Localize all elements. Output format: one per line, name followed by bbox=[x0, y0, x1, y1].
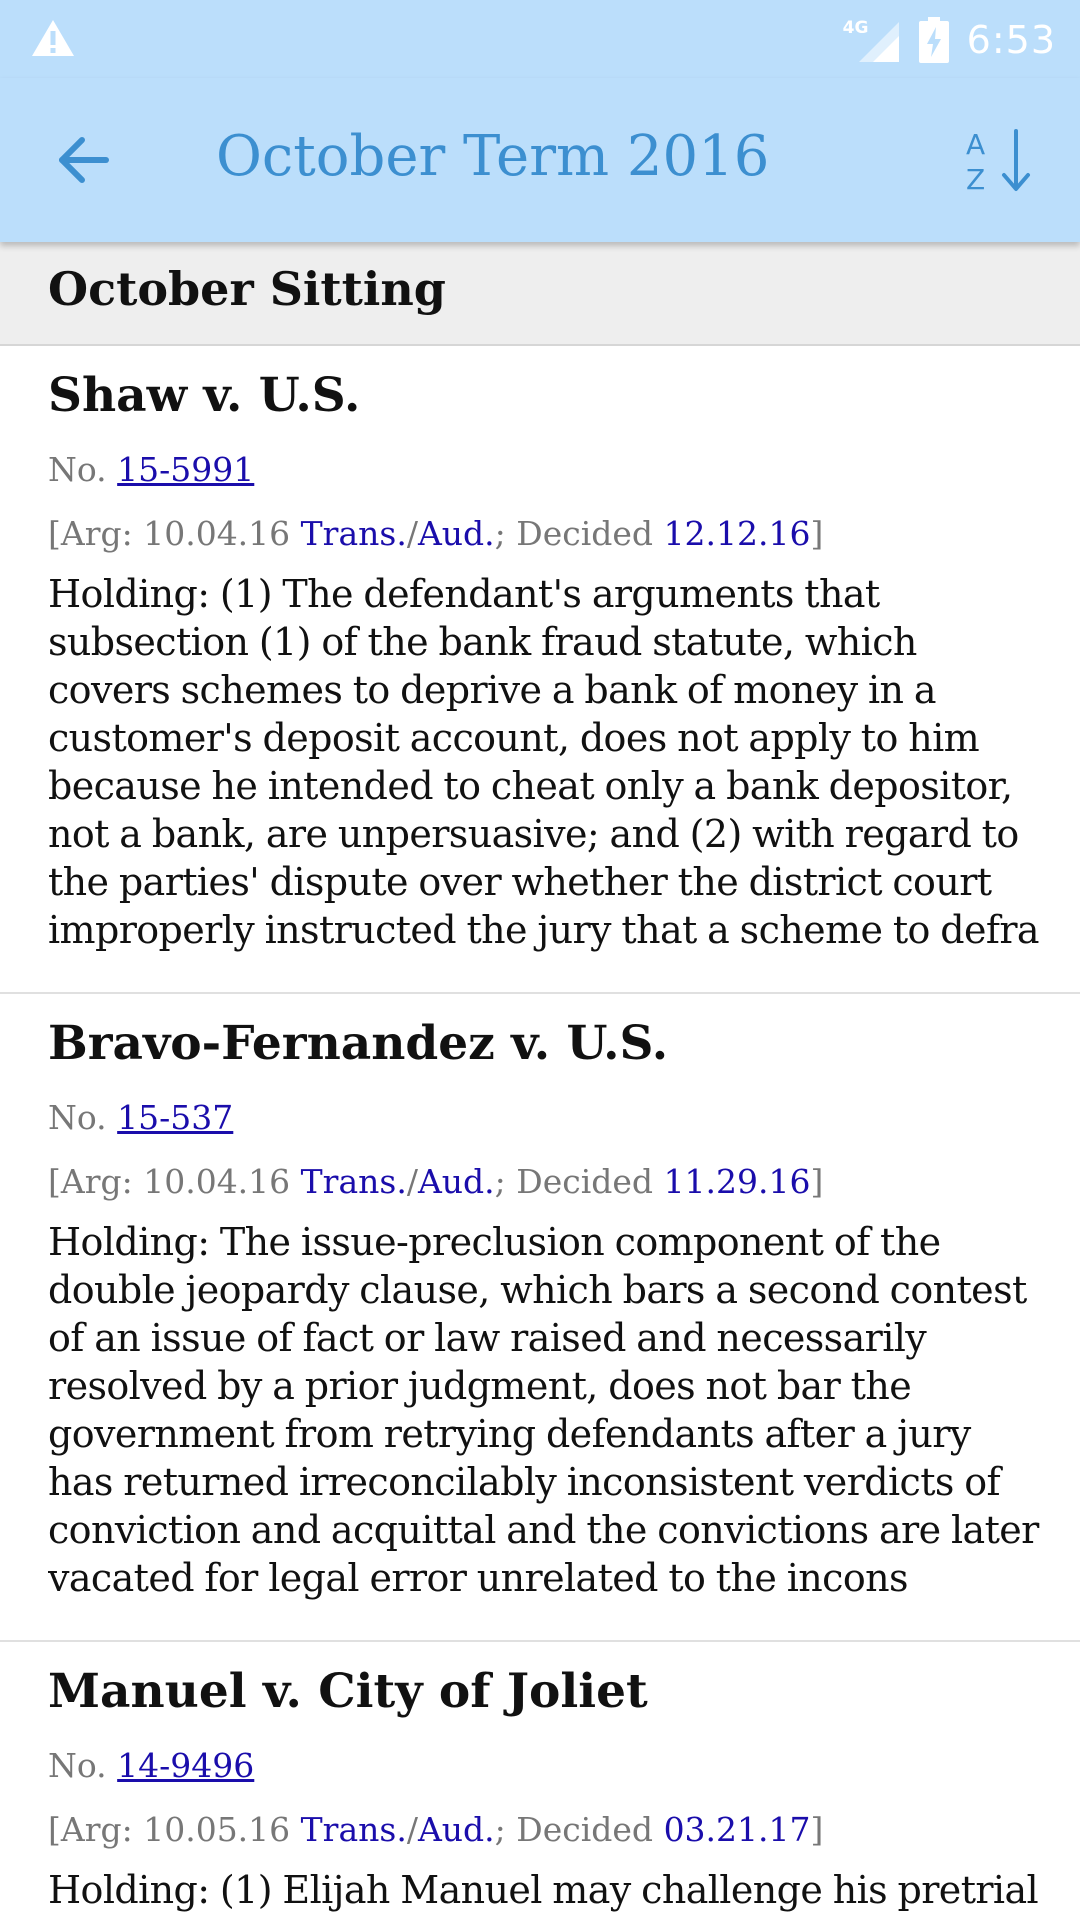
signal-icon bbox=[843, 16, 901, 64]
case-holding: Holding: (1) The defendant's arguments that subsection (1) of the bank fraud statute, which covers schemes to deprive a bank of money in a customer's deposit account, does not apply to him because he intended to cheat only a bank depositor, not a bank, are unpersuasive; and (2) with regard to the parties' dispute over whether the district court improperly instructed the jury that a scheme to defra bbox=[48, 572, 1039, 952]
docket-number-link[interactable]: 14-9496 bbox=[117, 1746, 255, 1785]
argument-date: [Arg: 10.04.16 bbox=[48, 514, 291, 553]
case-number-prefix: No. bbox=[48, 1746, 107, 1785]
separator-slash: / bbox=[406, 514, 418, 553]
status-icons bbox=[843, 10, 1056, 70]
transcript-link[interactable]: Trans. bbox=[300, 514, 407, 553]
network-type-label: 4G bbox=[842, 18, 869, 38]
case-number-row bbox=[48, 448, 1044, 492]
app-toolbar bbox=[0, 78, 1080, 242]
case-meta-row bbox=[48, 1808, 1044, 1852]
status-time: 6:53 bbox=[966, 18, 1056, 62]
sort-alphabetical-button[interactable] bbox=[960, 118, 1044, 202]
meta-close-bracket: ] bbox=[810, 1162, 824, 1201]
decided-date-link[interactable]: 11.29.16 bbox=[663, 1162, 811, 1201]
case-item[interactable] bbox=[0, 994, 1080, 1642]
svg-text:A: A bbox=[966, 128, 986, 161]
argument-date: [Arg: 10.05.16 bbox=[48, 1810, 291, 1849]
case-list bbox=[0, 346, 1080, 1920]
sort-alpha-down-icon bbox=[964, 127, 1040, 193]
transcript-link[interactable]: Trans. bbox=[300, 1810, 407, 1849]
argument-date: [Arg: 10.04.16 bbox=[48, 1162, 291, 1201]
decided-date-link[interactable]: 03.21.17 bbox=[663, 1810, 811, 1849]
decided-date-link[interactable]: 12.12.16 bbox=[663, 514, 811, 553]
status-bar bbox=[0, 0, 1080, 78]
case-item[interactable] bbox=[0, 1642, 1080, 1920]
case-item[interactable] bbox=[0, 346, 1080, 994]
meta-close-bracket: ] bbox=[810, 1810, 824, 1849]
warning-icon bbox=[30, 18, 76, 58]
section-title: October Sitting bbox=[48, 262, 446, 316]
section-header bbox=[0, 242, 1080, 346]
separator-slash: / bbox=[406, 1810, 418, 1849]
case-title: Manuel v. City of Joliet bbox=[48, 1664, 648, 1719]
battery-charging-icon bbox=[919, 17, 949, 63]
back-button[interactable] bbox=[46, 122, 122, 198]
case-meta-row bbox=[48, 512, 1044, 556]
meta-close-bracket: ] bbox=[810, 514, 824, 553]
case-holding: Holding: (1) Elijah Manuel may challenge his pretrial bbox=[48, 1868, 1039, 1912]
case-holding: Holding: The issue-preclusion component of the double jeopardy clause, which bars a second contest of an issue of fact or law raised and necessarily resolved by a prior judgment, does not bar the government from retrying defendants after a jury has returned irreconcilably inconsistent verdicts of conviction and acquittal and the convictions are later vacated for legal error unrelated to the incons bbox=[48, 1220, 1039, 1600]
docket-number-link[interactable]: 15-537 bbox=[117, 1098, 234, 1137]
separator-slash: / bbox=[406, 1162, 418, 1201]
case-number-row bbox=[48, 1096, 1044, 1140]
case-number-prefix: No. bbox=[48, 1098, 107, 1137]
page-title: October Term 2016 bbox=[216, 124, 770, 189]
case-number-prefix: No. bbox=[48, 450, 107, 489]
case-meta-row bbox=[48, 1160, 1044, 1204]
decided-label: ; Decided bbox=[494, 1162, 654, 1201]
docket-number-link[interactable]: 15-5991 bbox=[117, 450, 255, 489]
decided-label: ; Decided bbox=[494, 1810, 654, 1849]
audio-link[interactable]: Aud. bbox=[417, 1810, 495, 1849]
svg-text:Z: Z bbox=[966, 163, 986, 193]
decided-label: ; Decided bbox=[494, 514, 654, 553]
audio-link[interactable]: Aud. bbox=[417, 514, 495, 553]
arrow-left-icon bbox=[58, 136, 110, 184]
audio-link[interactable]: Aud. bbox=[417, 1162, 495, 1201]
case-number-row bbox=[48, 1744, 1044, 1788]
transcript-link[interactable]: Trans. bbox=[300, 1162, 407, 1201]
case-title: Shaw v. U.S. bbox=[48, 368, 361, 423]
case-title: Bravo-Fernandez v. U.S. bbox=[48, 1016, 669, 1071]
